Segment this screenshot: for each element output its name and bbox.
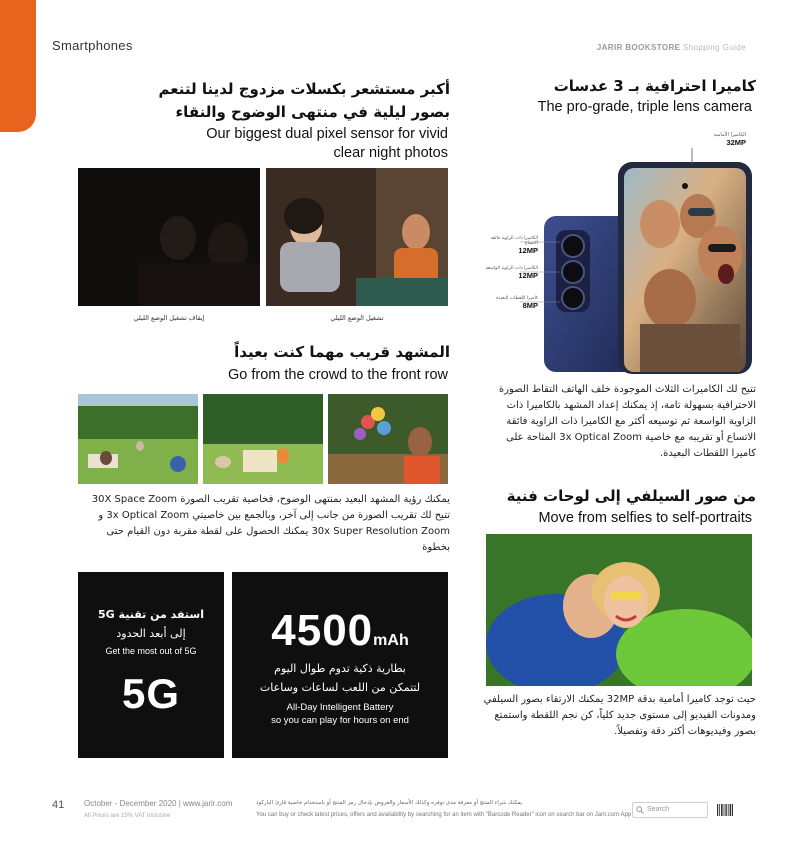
battery-line2-en: so you can play for hours on end (271, 715, 409, 726)
lens-tele-name: كاميرا اللقطات البعيدة (496, 296, 538, 301)
fiveg-line1: استفد من تقنية 5G (98, 608, 204, 621)
fiveg-line2: إلى أبعد الحدود (116, 627, 186, 640)
barcode-icon[interactable] (716, 801, 734, 819)
brand-header (597, 43, 746, 52)
selfie-photo (486, 534, 752, 686)
lens-ultrawide-mp: 12MP (518, 246, 538, 255)
battery-box (232, 572, 448, 758)
night-title-ar-2: بصور ليلية في منتهى الوضوح والنقاء (175, 103, 450, 121)
camera-title-en: The pro-grade, triple lens camera (537, 99, 752, 115)
selfie-body-text: حيث توجد كاميرا أمامية بدقة 32MP يمكنك الارتقاء بصور السيلفي ومدونات الفيديو إلى مستوى جديد كلياً، كن نجم اللقطة واستمتع بصور وفيديوهات أكثر دقة وتفصيلاً. (483, 694, 756, 737)
lens-wide-name: الكاميرا ذات الزاوية الواسعة (485, 266, 538, 271)
fiveg-box (78, 572, 224, 758)
night-on-caption: تشغيل الوضع الليلي (330, 314, 384, 322)
footer-note-en: You can buy or check latest prices, offers and availability by searching for an item with "Barcode Reader" icon on search bar on Jarir.com App (256, 812, 632, 818)
camera-body-text: تتيح لك الكاميرات الثلاث الموجودة خلف الهاتف التقاط الصورة الاحترافية بسهولة تامة، إذ يمكنك إعداد المشهد بالكاميرا ذات الزاوية الواسعة ثم توسيعه أكثر مع الكاميرا ذات الزاوية فائقة الاتساع أو تقريبه مع خاصية 3x Optical Zoom المتاحة على كاميرا اللقطات البعيدة. (498, 384, 756, 459)
search-placeholder: Search (647, 806, 670, 813)
orange-page-tab (0, 0, 36, 132)
search-icon (636, 806, 644, 814)
lens-ultrawide-name: الكاميرا ذات الزاوية فائقة الاتساع (490, 236, 538, 246)
battery-unit: mAh (373, 632, 409, 649)
night-off-photo (78, 168, 260, 306)
lens-wide-mp: 12MP (518, 271, 538, 280)
battery-capacity (232, 606, 448, 656)
fiveg-line-en: Get the most out of 5G (105, 646, 197, 656)
zoom-title-en: Go from the crowd to the front row (227, 367, 448, 383)
lens-front-name: الكاميرا الأمامية (713, 132, 746, 138)
night-title-en-2: clear night photos (333, 145, 448, 161)
zoom-body-text: يمكنك رؤية المشهد البعيد بمنتهى الوضوح، فخاصية تقريب الصورة 30X Space Zoom تتيح لك تقريب الصورة من جانب إلى آخر، وبالجمع بين خاصيتي 3x Optical Zoom و 30x Super Resolution Zoom يمكنك الحصول على لقطة مقربة دون القيام حتى بخطوة (91, 494, 450, 553)
night-on-photo (266, 168, 448, 306)
zoom-photo-mid (203, 394, 323, 484)
battery-line1-ar: بطارية ذكية تدوم طوال اليوم (274, 662, 406, 675)
lens-front (714, 132, 746, 147)
section-title: Smartphones (52, 38, 133, 53)
selfie-title-en: Move from selfies to self-portraits (538, 510, 752, 526)
lens-tele (480, 296, 538, 310)
zoom-title-ar: المشهد قريب مهما كنت بعيداً (234, 343, 450, 361)
selfie-title-ar: من صور السيلفي إلى لوحات فنية (506, 487, 756, 505)
footer-note-ar: يمكنك شراء المنتج أو معرفة مدى توفره وكذلك الأسعار والعروض بإدخال رمز المنتج أو باستخدام خاصية قارئ الباركود (256, 800, 523, 806)
lens-wide (480, 266, 538, 280)
night-title-en-1: Our biggest dual pixel sensor for vivid (206, 126, 448, 142)
battery-number: 4500 (271, 606, 374, 655)
search-input[interactable] (632, 802, 708, 818)
night-title-ar-1: أكبر مستشعر بكسلات مزدوج لدينا لتنعم (158, 80, 450, 98)
fiveg-big: 5G (121, 670, 181, 717)
phone-illustration (480, 124, 756, 376)
zoom-photo-wide (78, 394, 198, 484)
zoom-photo-close (328, 394, 448, 484)
battery-line1-en: All-Day Intelligent Battery (286, 702, 394, 713)
night-off-caption: إيقاف تشغيل الوضع الليلي (133, 314, 205, 322)
camera-title-ar: كاميرا احترافية بـ 3 عدسات (553, 77, 756, 95)
lens-ultrawide (480, 236, 538, 255)
battery-line2-ar: لتتمكن من اللعب لساعات وساعات (259, 681, 421, 694)
brand-suffix: Shopping Guide (683, 43, 746, 52)
lens-tele-mp: 8MP (522, 301, 538, 310)
footer-prices: All Prices are 15% VAT Inclusive (84, 813, 171, 819)
brand-name: JARIR BOOKSTORE (596, 43, 681, 52)
footer-date: October - December 2020 | www.jarir.com (84, 799, 233, 808)
lens-front-mp: 32MP (726, 138, 746, 147)
page-number: 41 (52, 799, 65, 811)
